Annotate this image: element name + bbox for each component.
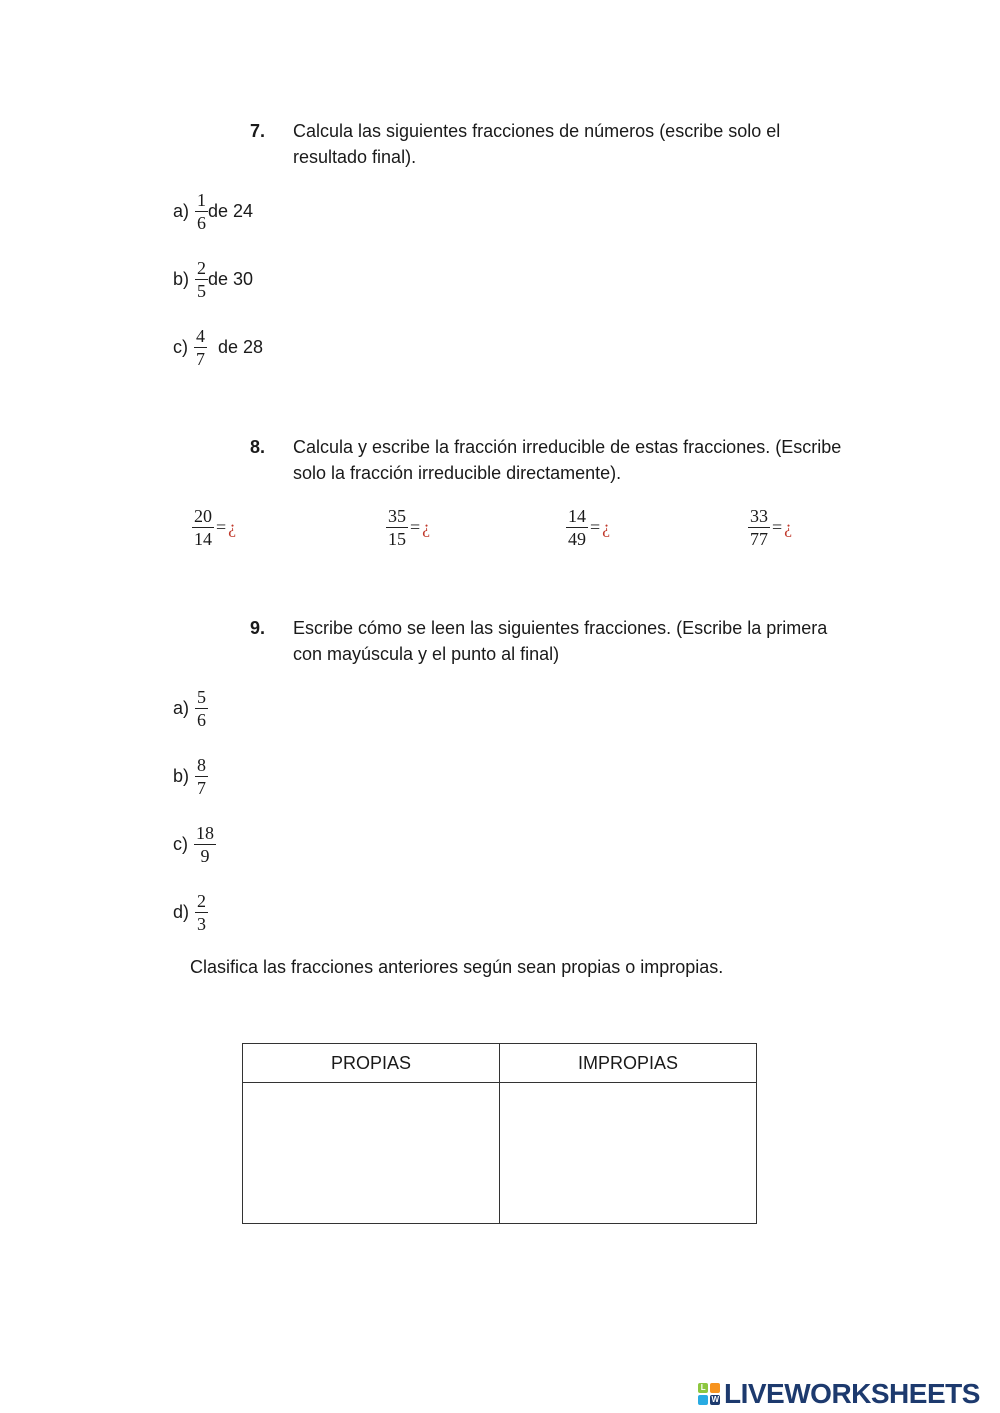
answer-mark: ¿ (602, 517, 611, 537)
q9-item-c (173, 823, 216, 866)
q7-item-b (173, 258, 253, 301)
classify-instruction: Clasifica las fracciones anteriores según sean propias o impropias. (190, 957, 724, 977)
item-label: a) (173, 201, 190, 221)
q7-number: 7. (250, 121, 266, 141)
fraction (195, 755, 208, 798)
item-label: c) (173, 834, 188, 854)
denominator: 14 (194, 529, 212, 549)
item-suffix: de 30 (208, 269, 254, 289)
q8-item-4 (748, 506, 792, 549)
q7-item-c (173, 326, 263, 369)
q9-item-b (173, 755, 208, 798)
denominator: 15 (388, 529, 406, 549)
denominator: 77 (750, 529, 768, 549)
numerator: 14 (568, 506, 586, 526)
numerator: 18 (196, 823, 214, 843)
q8-item-2 (386, 506, 430, 549)
fraction (195, 190, 208, 233)
answer-mark: ¿ (784, 517, 793, 537)
equals-sign: = (410, 517, 421, 537)
fraction (386, 506, 408, 549)
denominator: 9 (200, 846, 210, 866)
impropias-header: IMPROPIAS (500, 1044, 757, 1083)
logo-square (710, 1383, 720, 1393)
classify-table (242, 1043, 757, 1224)
denominator: 3 (197, 914, 207, 934)
denominator: 7 (196, 349, 205, 369)
denominator: 49 (568, 529, 586, 549)
q9-item-a (173, 687, 208, 730)
logo-mark-icon (698, 1383, 720, 1405)
numerator: 4 (196, 326, 205, 346)
numerator: 20 (194, 506, 212, 526)
item-suffix: de 24 (208, 201, 254, 221)
q9-number: 9. (250, 618, 266, 638)
denominator: 7 (197, 778, 207, 798)
item-label: a) (173, 698, 190, 718)
numerator: 1 (197, 190, 207, 210)
answer-mark: ¿ (228, 517, 237, 537)
logo-square (698, 1395, 708, 1405)
brand-name: LIVEWORKSHEETS (724, 1378, 980, 1409)
numerator: 2 (197, 258, 207, 278)
equals-sign: = (772, 517, 783, 537)
item-label: c) (173, 337, 188, 357)
logo-letter-l: L (698, 1383, 708, 1393)
propias-header: PROPIAS (243, 1044, 500, 1083)
denominator: 5 (197, 281, 207, 301)
fraction (566, 506, 588, 549)
fraction (195, 258, 208, 301)
denominator: 6 (197, 213, 207, 233)
numerator: 35 (388, 506, 406, 526)
item-suffix: de 28 (213, 337, 264, 357)
table-header-row (243, 1044, 757, 1083)
q8-number: 8. (250, 437, 266, 457)
numerator: 33 (750, 506, 768, 526)
q8-item-1 (192, 506, 236, 549)
denominator: 6 (197, 710, 207, 730)
item-label: b) (173, 269, 190, 289)
equals-sign: = (590, 517, 601, 537)
fraction (195, 891, 208, 934)
fraction (194, 823, 216, 866)
q8-item-3 (566, 506, 610, 549)
q7-instructions: Calcula las siguientes fracciones de números (escribe solo el resultado final). (293, 121, 781, 167)
answer-mark: ¿ (422, 517, 431, 537)
numerator: 2 (197, 891, 207, 911)
item-label: d) (173, 902, 190, 922)
q9-item-d (173, 891, 208, 934)
numerator: 8 (197, 755, 207, 775)
logo-letter-w: W (711, 1395, 719, 1404)
numerator: 5 (197, 687, 207, 707)
q8-instructions: Calcula y escribe la fracción irreducible de estas fracciones. (Escribe solo la fracción irreducible directamente). (293, 437, 842, 483)
fraction (748, 506, 770, 549)
propias-cell (243, 1083, 500, 1224)
impropias-cell (500, 1083, 757, 1224)
q7-item-a (173, 190, 253, 233)
table-row (243, 1083, 757, 1224)
equals-sign: = (216, 517, 227, 537)
fraction (194, 326, 207, 369)
liveworksheets-logo (698, 1378, 980, 1410)
q9-instructions: Escribe cómo se leen las siguientes fracciones. (Escribe la primera con mayúscula y el punto al final) (293, 618, 828, 664)
fraction (192, 506, 214, 549)
item-label: b) (173, 766, 190, 786)
fraction (195, 687, 208, 730)
